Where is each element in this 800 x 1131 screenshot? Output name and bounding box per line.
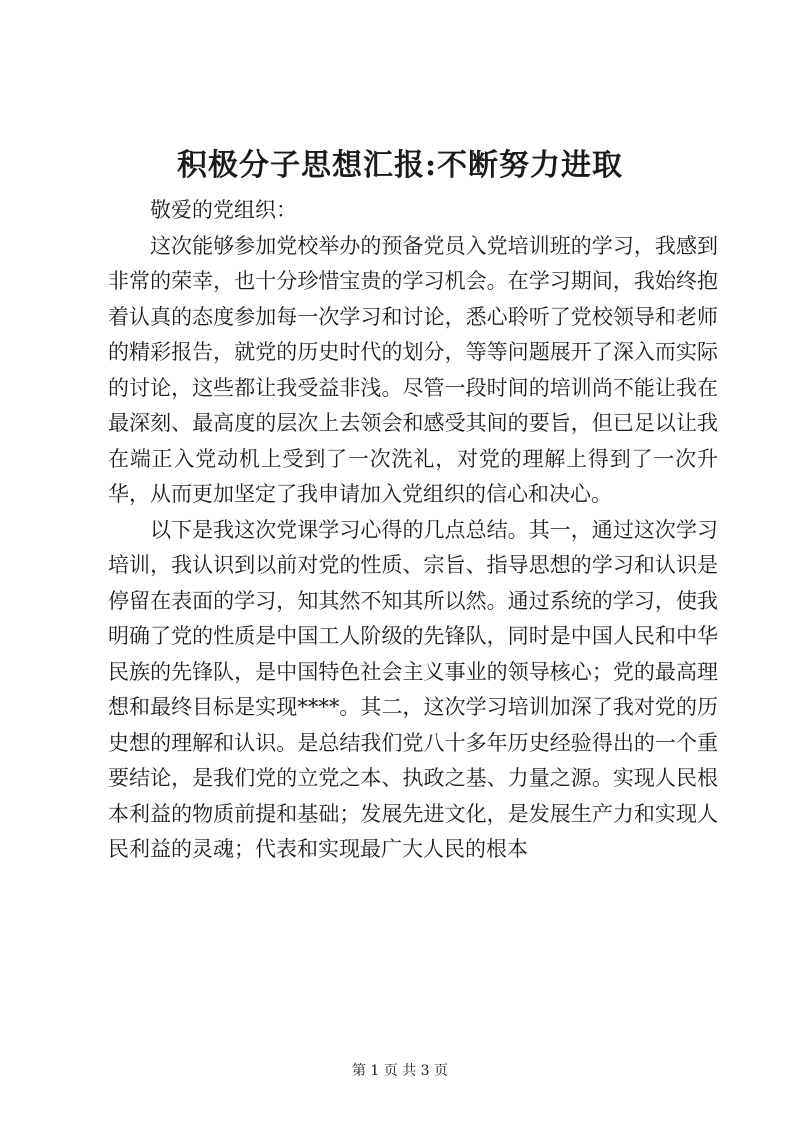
- document-body: [108, 193, 718, 868]
- paragraph-2: 以下是我这次党课学习心得的几点总结。其一，通过这次学习培训，我认识到以前对党的性质、宗旨、指导思想的学习和认识是停留在表面的学习，知其然不知其所以然。通过系统的学习，使我明确了党的性质是中国工人阶级的先锋队，同时是中国人民和中华民族的先锋队，是中国特色社会主义事业的领导核心；党的最高理想和最终目标是实现****。其二，这次学习培训加深了我对党的历史想的理解和认识。是总结我们党八十多年历史经验得出的一个重要结论，是我们党的立党之本、执政之基、力量之源。实现人民根本利益的物质前提和基础；发展先进文化，是发展生产力和实现人民利益的灵魂；代表和实现最广大人民的根本: [108, 517, 718, 861]
- salutation: 敬爱的党组织：: [150, 198, 297, 222]
- document-title: 积极分子思想汇报:不断努力进取: [176, 148, 624, 183]
- paragraph-1: 这次能够参加党校举办的预备党员入党培训班的学习，我感到非常的荣幸，也十分珍惜宝贵的学习机会。在学习期间，我始终抱着认真的态度参加每一次学习和讨论，悉心聆听了党校领导和老师的精彩报告，就党的历史时代的划分，等等问题展开了深入而实际的讨论，这些都让我受益非浅。尽管一段时间的培训尚不能让我在最深刻、最高度的层次上去领会和感受其间的要旨，但已足以让我在端正入党动机上受到了一次洗礼，对党的理解上得到了一次升华，从而更加坚定了我申请加入党组织的信心和决心。: [108, 233, 718, 506]
- page-footer: 第 1 页 共 3 页: [351, 1063, 449, 1079]
